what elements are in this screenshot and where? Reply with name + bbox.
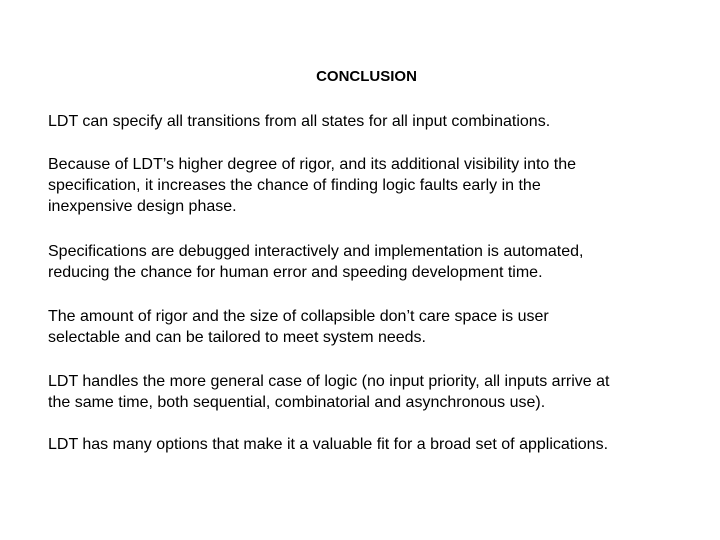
paragraph-line: the same time, both sequential, combinatorial and asynchronous use). [48,394,546,411]
paragraph-line: specification, it increases the chance of finding logic faults early in the [48,177,541,194]
paragraph-line: LDT can specify all transitions from all states for all input combinations. [48,113,551,130]
paragraph-specify-transitions [48,111,698,132]
paragraph-line: inexpensive design phase. [48,198,237,215]
paragraph-debugged-interactively [48,241,698,283]
paragraph-line: Specifications are debugged interactively and implementation is automated, [48,243,584,260]
paragraph-dont-care-space [48,306,698,348]
paragraph-rigor-visibility [48,154,698,217]
paragraph-many-options [48,434,698,455]
paragraph-line: LDT has many options that make it a valuable fit for a broad set of applications. [48,436,609,453]
paragraph-line: reducing the chance for human error and speeding development time. [48,264,543,281]
paragraph-general-case-logic [48,371,698,413]
paragraph-line: selectable and can be tailored to meet system needs. [48,329,426,346]
paragraph-line: LDT handles the more general case of logic (no input priority, all inputs arrive at [48,373,610,390]
paragraph-line: Because of LDT’s higher degree of rigor, and its additional visibility into the [48,156,577,173]
paragraph-line: The amount of rigor and the size of collapsible don’t care space is user [48,308,549,325]
slide-title: CONCLUSION [316,68,417,85]
